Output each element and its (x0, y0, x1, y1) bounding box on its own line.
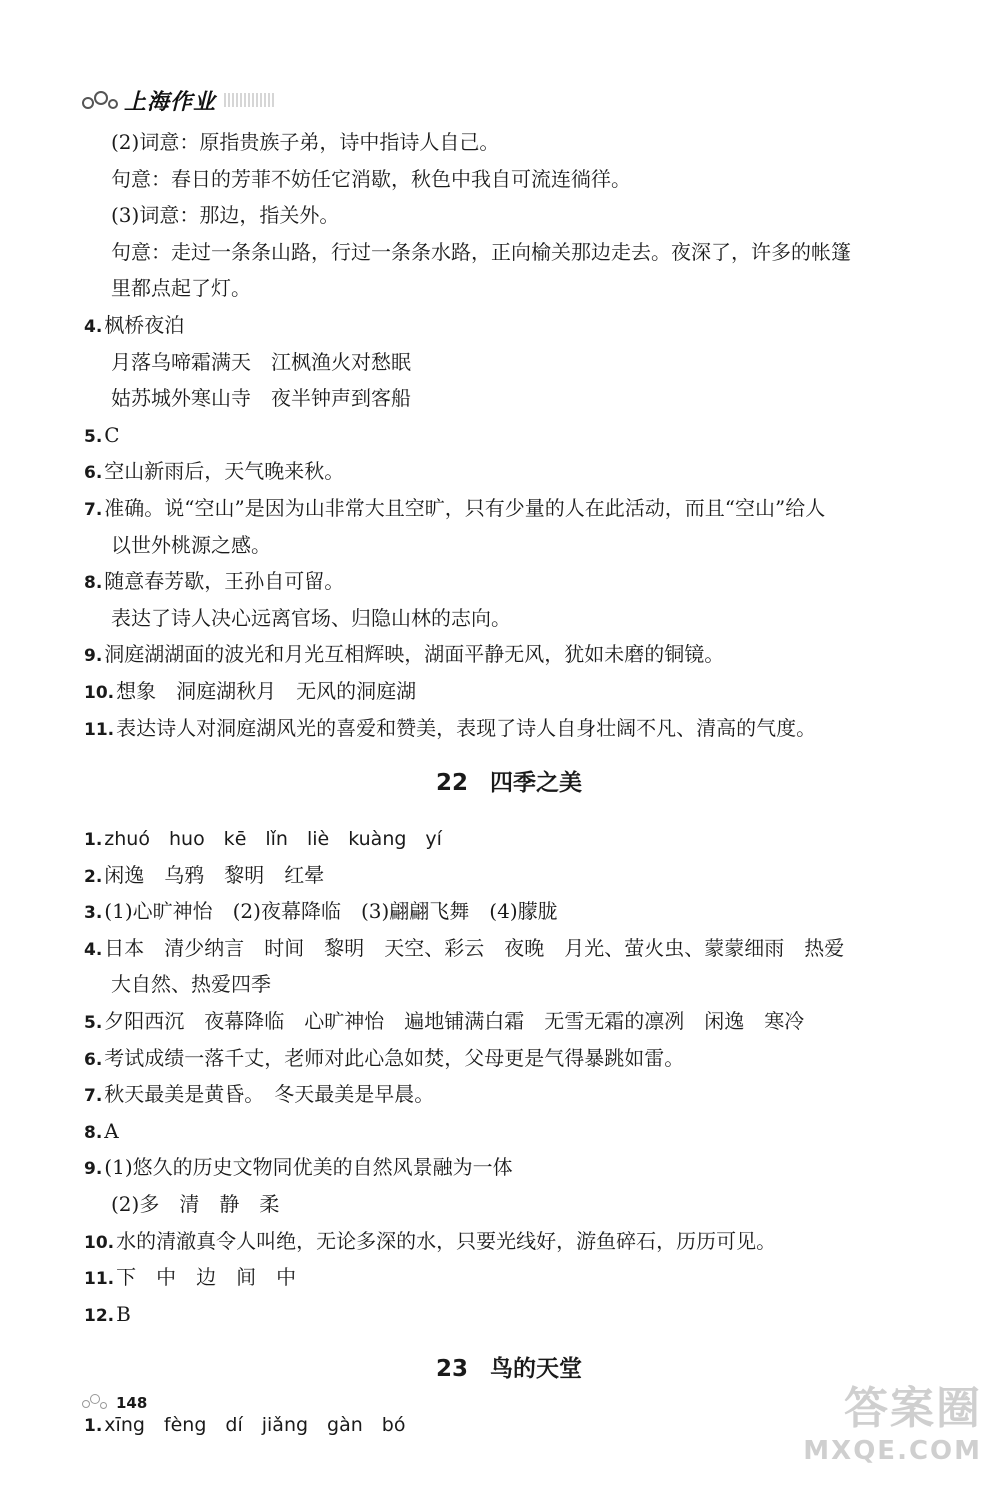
logo-text: 上海作业 (124, 89, 217, 115)
answer-number: 8. (84, 573, 103, 594)
answer-number: 6. (84, 1049, 103, 1070)
answer-text: 里都点起了灯。 (111, 276, 251, 301)
answer-line (84, 307, 934, 344)
page-footer (80, 1392, 147, 1414)
answer-line (84, 1003, 934, 1040)
answer-number: 7. (84, 1086, 103, 1107)
answer-number: 2. (84, 866, 103, 887)
answer-line (84, 234, 934, 271)
answer-text: 随意春芳歇，王孙自可留。 (104, 569, 345, 594)
answer-line (84, 161, 934, 198)
answer-text: 日本 清少纳言 时间 黎明 天空、彩云 夜晚 月光、萤火虫、蒙蒙细雨 热爱 (104, 935, 845, 960)
answer-text: (1)心旷神怡 (2)夜幕降临 (3)翩翩飞舞 (4)朦胧 (104, 899, 558, 924)
page-number: 148 (116, 1394, 148, 1412)
answer-text: (1)悠久的历史文物同优美的自然风景融为一体 (104, 1155, 513, 1180)
answer-number: 11. (84, 1269, 115, 1290)
answer-number: 10. (84, 682, 115, 703)
answer-line (84, 636, 934, 673)
answer-line (84, 710, 934, 747)
answer-line (84, 820, 934, 857)
answer-text: C (104, 422, 120, 447)
answer-number: 1. (84, 830, 103, 851)
answer-line (84, 527, 934, 564)
answer-number: 11. (84, 719, 115, 740)
answer-text: (2)多 清 静 柔 (111, 1192, 280, 1217)
answer-text: B (116, 1301, 131, 1326)
answer-line (84, 417, 934, 454)
answer-line (84, 1040, 934, 1077)
answer-text: 月落乌啼霜满天 江枫渔火对愁眠 (111, 349, 411, 374)
section-title-text: 四季之美 (490, 770, 582, 797)
footer-decoration-icon (80, 1392, 112, 1414)
section-number: 22 (435, 770, 468, 797)
answer-line (84, 1186, 934, 1223)
page-header (80, 82, 380, 118)
answer-line (84, 490, 934, 527)
answer-number: 10. (84, 1232, 115, 1253)
answer-number: 9. (84, 1159, 103, 1180)
logo-decoration-icon (80, 85, 124, 115)
answer-number: 4. (84, 939, 103, 960)
answer-number: 1. (84, 1416, 103, 1437)
answer-text: 考试成绩一落千丈，老师对此心急如焚，父母更是气得暴跳如雷。 (104, 1045, 685, 1070)
answer-number: 4. (84, 316, 103, 337)
answer-text: 姑苏城外寒山寺 夜半钟声到客船 (111, 386, 411, 411)
section-prev-answers (84, 124, 934, 746)
answer-text: 表达了诗人决心远离官场、归隐山林的志向。 (111, 605, 511, 630)
answer-text: 句意：走过一条条山路，行过一条条水路，正向榆关那边走去。夜深了，许多的帐篷 (111, 239, 851, 264)
watermark-url: MXQE.COM (803, 1436, 982, 1466)
answer-line (84, 380, 934, 417)
answer-text: xīng fèng dí jiǎng gàn bó (104, 1414, 406, 1437)
answer-text: (2)词意：原指贵族子弟，诗中指诗人自己。 (111, 130, 500, 154)
answer-text: zhuó huo kē lǐn liè kuàng yí (104, 828, 442, 851)
answer-line (84, 673, 934, 710)
section-number: 23 (435, 1356, 468, 1383)
answer-text: 水的清澈真令人叫绝，无论多深的水，只要光线好，游鱼碎石，历历可见。 (116, 1228, 777, 1253)
section-title-22 (84, 746, 934, 820)
logo-subtitle-decoration (224, 93, 274, 107)
answer-line (84, 600, 934, 637)
section-22-answers (84, 820, 934, 1332)
answer-line (84, 270, 934, 307)
answer-line (84, 453, 934, 490)
answer-line (84, 893, 934, 930)
answer-text: 以世外桃源之感。 (111, 532, 271, 557)
answer-text: 枫桥夜泊 (104, 312, 185, 337)
answer-text: 下 中 边 间 中 (116, 1265, 297, 1290)
answer-text: 闲逸 乌鸦 黎明 红晕 (104, 862, 325, 887)
answer-text: 大自然、热爱四季 (111, 972, 271, 997)
answer-number: 3. (84, 903, 103, 924)
watermark-logo-text: 答案圈 (844, 1383, 982, 1434)
answer-number: 6. (84, 463, 103, 484)
answer-text: 准确。说“空山”是因为山非常大且空旷，只有少量的人在此活动，而且“空山”给人 (104, 495, 826, 520)
answer-line (84, 344, 934, 381)
answer-number: 9. (84, 646, 103, 667)
answer-line (84, 197, 934, 234)
answer-text: 夕阳西沉 夜幕降临 心旷神怡 遍地铺满白霜 无雪无霜的凛冽 闲逸 寒冷 (104, 1009, 805, 1034)
answer-number: 7. (84, 499, 103, 520)
answer-line (84, 1076, 934, 1113)
answer-text: 空山新雨后，天气晚来秋。 (104, 459, 345, 484)
answer-line (84, 1259, 934, 1296)
answer-text: 秋天最美是黄昏。 冬天最美是早晨。 (104, 1082, 435, 1107)
answer-text: 洞庭湖湖面的波光和月光互相辉映，湖面平静无风，犹如未磨的铜镜。 (104, 642, 725, 667)
answer-text: A (104, 1118, 119, 1143)
answer-text: (3)词意：那边，指关外。 (111, 203, 340, 228)
answer-line (84, 930, 934, 967)
answer-number: 12. (84, 1305, 115, 1326)
answer-number: 5. (84, 1013, 103, 1034)
answer-content (84, 124, 934, 1443)
answer-text: 表达诗人对洞庭湖风光的喜爱和赞美，表现了诗人自身壮阔不凡、清高的气度。 (116, 715, 817, 740)
answer-line (84, 966, 934, 1003)
answer-line (84, 1149, 934, 1186)
answer-text: 想象 洞庭湖秋月 无风的洞庭湖 (116, 678, 417, 703)
answer-number: 8. (84, 1122, 103, 1143)
answer-line (84, 1296, 934, 1333)
section-title-text: 鸟的天堂 (490, 1356, 582, 1383)
answer-number: 5. (84, 426, 103, 447)
answer-text: 句意：春日的芳菲不妨任它消歇，秋色中我自可流连徜徉。 (111, 166, 631, 191)
answer-line (84, 124, 934, 161)
answer-line (84, 857, 934, 894)
watermark (803, 1372, 982, 1466)
answer-line (84, 563, 934, 600)
answer-line (84, 1113, 934, 1150)
answer-line (84, 1223, 934, 1260)
